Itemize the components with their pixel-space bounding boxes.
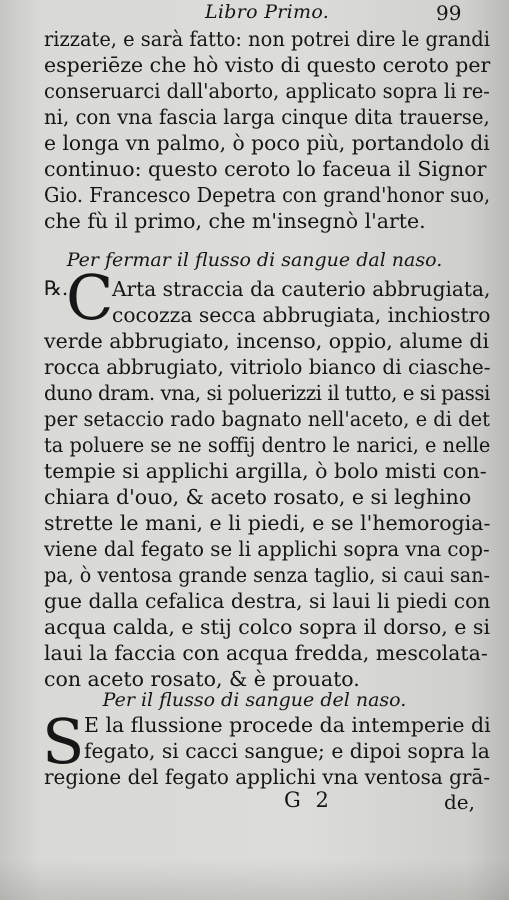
text-line: rocca abbrugiato, vitriolo bianco di ciasche- xyxy=(44,355,491,379)
text-line: rizzate, e sarà fatto: non potrei dire le grandi xyxy=(44,27,490,51)
page-number: 99 xyxy=(436,1,462,25)
text-line: duno dram. vna, si poluerizzi il tutto, e si passi xyxy=(44,381,490,405)
text-line: per setaccio rado bagnato nell'aceto, e di det xyxy=(44,407,490,431)
text-line: cocozza secca abbrugiata, inchiostro xyxy=(112,303,491,327)
text-line: che fù il primo, che m'insegnò l'arte. xyxy=(44,209,426,233)
text-line: laui la faccia con acqua fredda, mescolata- xyxy=(44,641,488,665)
text-line: esperiēze che hò visto di questo ceroto per xyxy=(44,53,491,77)
text-line: E la flussione procede da intemperie di xyxy=(84,713,491,737)
text-line: e longa vn palmo, ò poco più, portandolo di xyxy=(44,131,490,155)
text-line: regione del fegato applichi vna ventosa grā- xyxy=(44,765,491,789)
text-line: acqua calda, e stij colco sopra il dorso, e si xyxy=(44,615,490,639)
page-header xyxy=(0,0,509,26)
text-line: conseruarci dall'aborto, applicato sopra li re- xyxy=(44,79,490,103)
text-line: verde abbrugiato, incenso, oppio, alume di xyxy=(44,329,490,353)
text-line: pa, ò ventosa grande senza taglio, si caui san- xyxy=(44,563,491,587)
text-line: ta poluere se ne soffij dentro le narici, e nelle xyxy=(44,433,491,457)
text-line: gue dalla cefalica destra, si laui li piedi con xyxy=(44,589,491,613)
text-line: viene dal fegato se li applichi sopra vna cop- xyxy=(44,537,490,561)
text-line: strette le mani, e li piedi, e se l'hemorogia- xyxy=(44,511,491,535)
text-line: tempie si applichi argilla, ò bolo misti con- xyxy=(44,459,487,483)
catchword: de, xyxy=(444,790,475,814)
section-title: Per il flusso di sangue del naso. xyxy=(102,689,407,711)
page-bottom-shadow xyxy=(0,860,509,900)
drop-cap: S xyxy=(42,705,85,778)
section-title: Per fermar il flusso di sangue dal naso. xyxy=(66,249,443,271)
text-line: fegato, si cacci sangue; e dipoi sopra la xyxy=(84,739,490,763)
running-head: Libro Primo. xyxy=(205,1,330,23)
text-line: chiara d'ouo, & aceto rosato, e si leghino xyxy=(44,485,472,509)
text-line: Gio. Francesco Depetra con grand'honor suo, xyxy=(44,183,491,207)
signature-mark: G 2 xyxy=(284,788,333,812)
recipe-sign: ℞. xyxy=(44,276,69,300)
text-line: Arta straccia da cauterio abbrugiata, xyxy=(112,277,491,301)
text-line: con aceto rosato, & è prouato. xyxy=(44,667,360,691)
drop-cap: C xyxy=(66,261,114,334)
text-line: ni, con vna fascia larga cinque dita trauerse, xyxy=(44,105,490,129)
text-line: continuo: questo ceroto lo faceua il Signor xyxy=(44,157,487,181)
